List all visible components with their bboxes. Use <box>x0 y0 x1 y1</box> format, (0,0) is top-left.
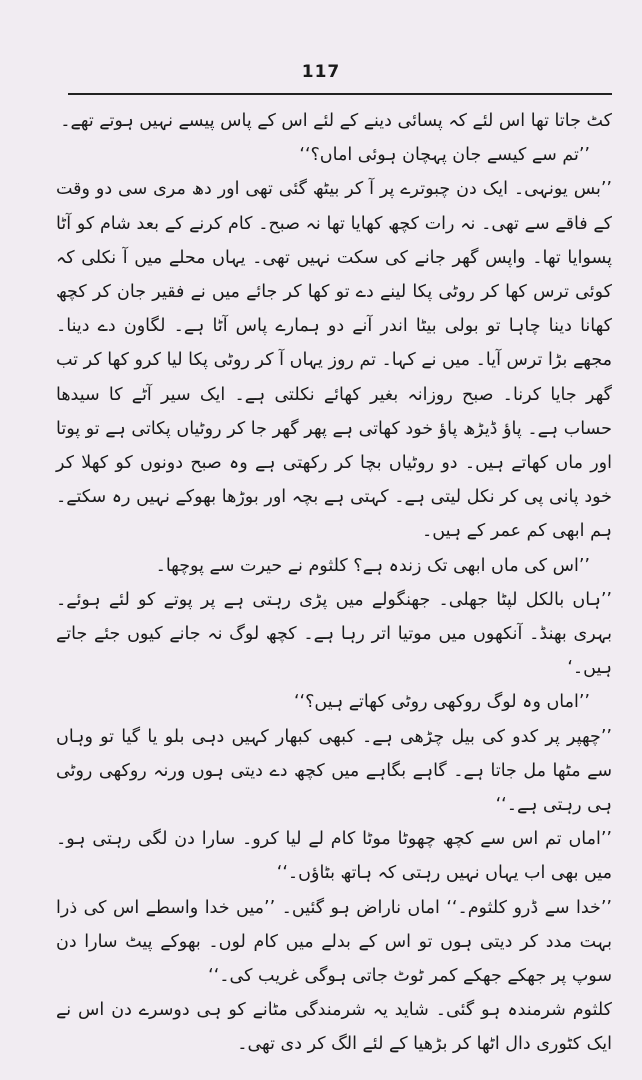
paragraph: ’’خدا سے ڈرو کلثوم۔‘‘ اماں ناراض ہو گئیں۔ ’’میں خدا واسطے اس کی ذرا بہت مدد کر دیتی ہوں تو اس کے بدلے میں کام لوں۔ بھوکے پیٹ سارا دن سوپ پر جھکے جھکے کمر ٹوٹ جاتی ہوگی غریب کی۔‘‘ <box>56 897 612 987</box>
paragraph: ’’اماں وہ لوگ روکھی روٹی کھاتے ہیں؟‘‘ <box>293 692 590 713</box>
paragraph: کلثوم شرمندہ ہو گئی۔ شاید یہ شرمندگی مٹانے کو ہی دوسرے دن اس نے ایک کٹوری دال اٹھا کر بڑھیا کے لئے الگ کر دی تھی۔ <box>56 1000 612 1055</box>
paragraph: ’’اماں تم اس سے کچھ چھوٹا موٹا کام لے لیا کرو۔ سارا دن لگی رہتی ہو۔ میں بھی اب یہاں نہیں رہتی کہ ہاتھ بٹاؤں۔‘‘ <box>56 829 612 884</box>
paragraph: ’’بس یونہی۔ ایک دن چبوترے پر آ کر بیٹھ گئی تھی اور دھ مری سی دو وقت کے فاقے سے تھی۔ نہ رات کچھ کھایا تھا نہ صبح۔ کام کرنے کے بعد شام کو آٹا پسوایا تھا۔ واپس گھر جانے کی سکت نہیں تھی۔ یہاں محلے میں آ نکلی کہ کوئی ترس کھا کر روٹی پکا لینے دے تو کھا کر جائے میں نے فقیر جان کر کچھ کھانا دینا چاہا تو بولی بیٹا اندر آنے دو ہمارے پاس آٹا ہے۔ لگاون دے دینا۔ مجھے بڑا ترس آیا۔ میں نے کہا۔ تم روز یہاں آ کر روٹی پکا لیا کرو کھا کر تب گھر جایا کرنا۔ صبح روزانہ بغیر کھائے نکلتی ہے۔ ایک سیر آٹے کا سیدھا حساب ہے۔ پاؤ ڈیڑھ پاؤ خود کھاتی ہے پھر گھر جا کر روٹیاں پکاتی ہے تو پوتا اور ماں کھاتے ہیں۔ دو روٹیاں بچا کر رکھتی ہے وہ صبح دونوں کو کھلا کر خود پانی پی کر نکل لیتی ہے۔ کہتی ہے بچہ اور بوڑھا بھوکے نہیں رہ سکتے۔ ہم ابھی کم عمر کے ہیں۔ <box>56 179 612 542</box>
paragraph: ’’ہاں بالکل لپٹا جھلی۔ جھنگولے میں پڑی رہتی ہے پر پوتے کو لئے ہوئے۔ بہری بھنڈ۔ آنکھوں میں موتیا اتر رہا ہے۔ کچھ لوگ نہ جانے کیوں جئے جاتے ہیں۔‘ <box>56 589 612 679</box>
page-number: 117 <box>301 62 341 82</box>
page-body <box>56 104 612 1055</box>
paragraph: ’’چھپر پر کدو کی بیل چڑھی ہے۔ کبھی کبھار کہیں دہی بلو یا گیا تو وہاں سے مٹھا مل جاتا ہے۔ گاہے بگاہے میں کچھ دے دیتی ہوں ورنہ روکھی روٹی ہی رہتی ہے۔‘‘ <box>56 726 612 816</box>
paragraph: کٹ جاتا تھا اس لئے کہ پسائی دینے کے لئے اس کے پاس پیسے نہیں ہوتے تھے۔ <box>60 111 612 131</box>
header-rule <box>68 93 612 95</box>
paragraph: ’’تم سے کیسے جان پہچان ہوئی اماں؟‘‘ <box>299 145 590 166</box>
paragraph: ’’اس کی ماں ابھی تک زندہ ہے؟ کلثوم نے حیرت سے پوچھا۔ <box>155 555 590 576</box>
